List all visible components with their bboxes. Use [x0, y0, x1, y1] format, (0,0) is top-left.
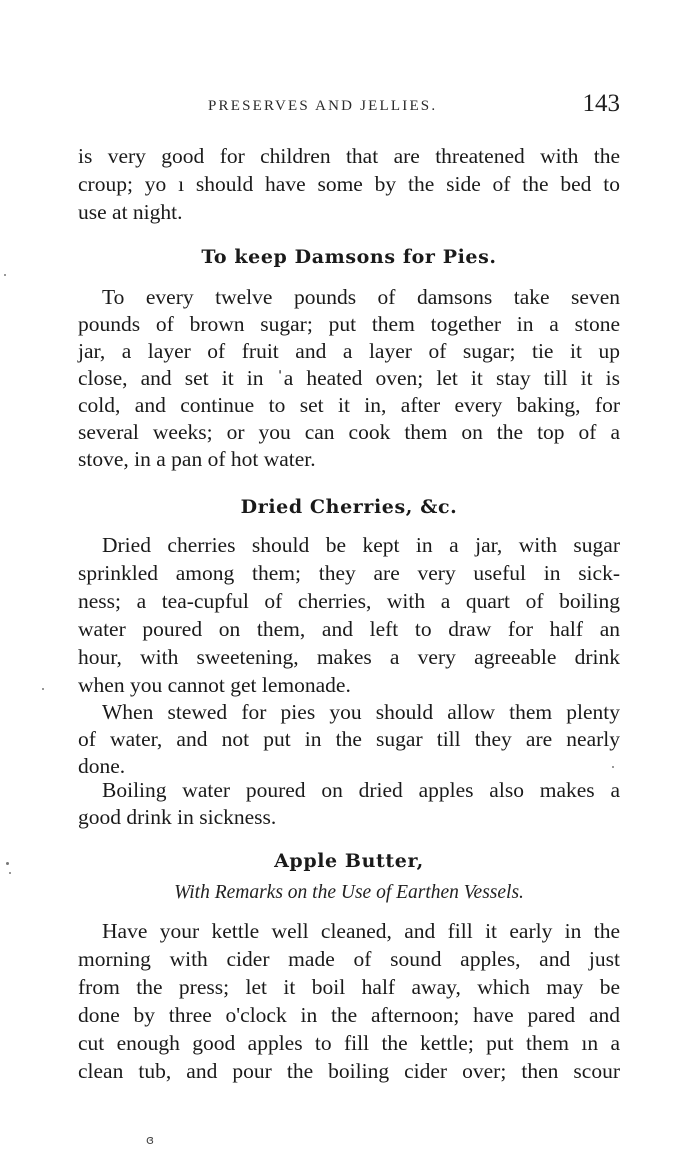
text-line: clean tub, and pour the boiling cider over; then scour — [78, 1059, 620, 1083]
text-line: water poured on them, and left to draw for half an — [78, 617, 620, 641]
text-line: When stewed for pies you should allow them plenty — [102, 700, 620, 724]
scan-speck — [9, 872, 11, 874]
scan-speck — [612, 766, 614, 768]
section-heading: To keep Damsons for Pies. — [201, 246, 497, 268]
text-line: of water, and not put in the sugar till they are nearly — [78, 727, 620, 751]
text-line: done by three o'clock in the afternoon; have pared and — [78, 1003, 620, 1027]
text-line: done. — [78, 754, 126, 778]
text-line: croup; yo ı should have some by the side of the bed to — [78, 172, 620, 196]
text-line: from the press; let it boil half away, which may be — [78, 975, 620, 999]
text-line: sprinkled among them; they are very useful in sick- — [78, 561, 620, 585]
text-line: good drink in sickness. — [78, 805, 277, 829]
text-line: several weeks; or you can cook them on the top of a — [78, 420, 620, 444]
text-line: jar, a layer of fruit and a layer of sugar; tie it up — [78, 339, 620, 363]
text-line: close, and set it in ˈa heated oven; let it stay till it is — [78, 366, 620, 390]
scan-speck — [6, 862, 9, 865]
text-line: stove, in a pan of hot water. — [78, 447, 316, 471]
text-line: is very good for children that are threatened with the — [78, 144, 620, 168]
text-line: cut enough good apples to fill the kettle; put them ın a — [78, 1031, 620, 1055]
text-line: ness; a tea-cupful of cherries, with a quart of boiling — [78, 589, 620, 613]
text-line: To every twelve pounds of damsons take seven — [102, 285, 620, 309]
section-heading: Apple Butter, — [274, 850, 424, 872]
text-line: when you cannot get lemonade. — [78, 673, 351, 697]
text-line: cold, and continue to set it in, after every baking, for — [78, 393, 620, 417]
printers-mark: ɞ — [146, 1133, 154, 1147]
scan-speck — [42, 688, 44, 690]
section-subheading: With Remarks on the Use of Earthen Vessels. — [174, 882, 524, 903]
text-line: hour, with sweetening, makes a very agreeable drink — [78, 645, 620, 669]
text-line: use at night. — [78, 200, 183, 224]
scan-speck — [4, 274, 6, 276]
running-title: PRESERVES AND JELLIES. — [208, 98, 438, 114]
page-number: 143 — [582, 90, 620, 117]
text-line: Boiling water poured on dried apples also makes a — [102, 778, 620, 802]
text-line: morning with cider made of sound apples, and just — [78, 947, 620, 971]
text-line: Dried cherries should be kept in a jar, with sugar — [102, 533, 620, 557]
section-heading: Dried Cherries, &c. — [240, 496, 458, 518]
text-line: pounds of brown sugar; put them together in a stone — [78, 312, 620, 336]
text-line: Have your kettle well cleaned, and fill it early in the — [102, 919, 620, 943]
running-header — [78, 90, 620, 126]
